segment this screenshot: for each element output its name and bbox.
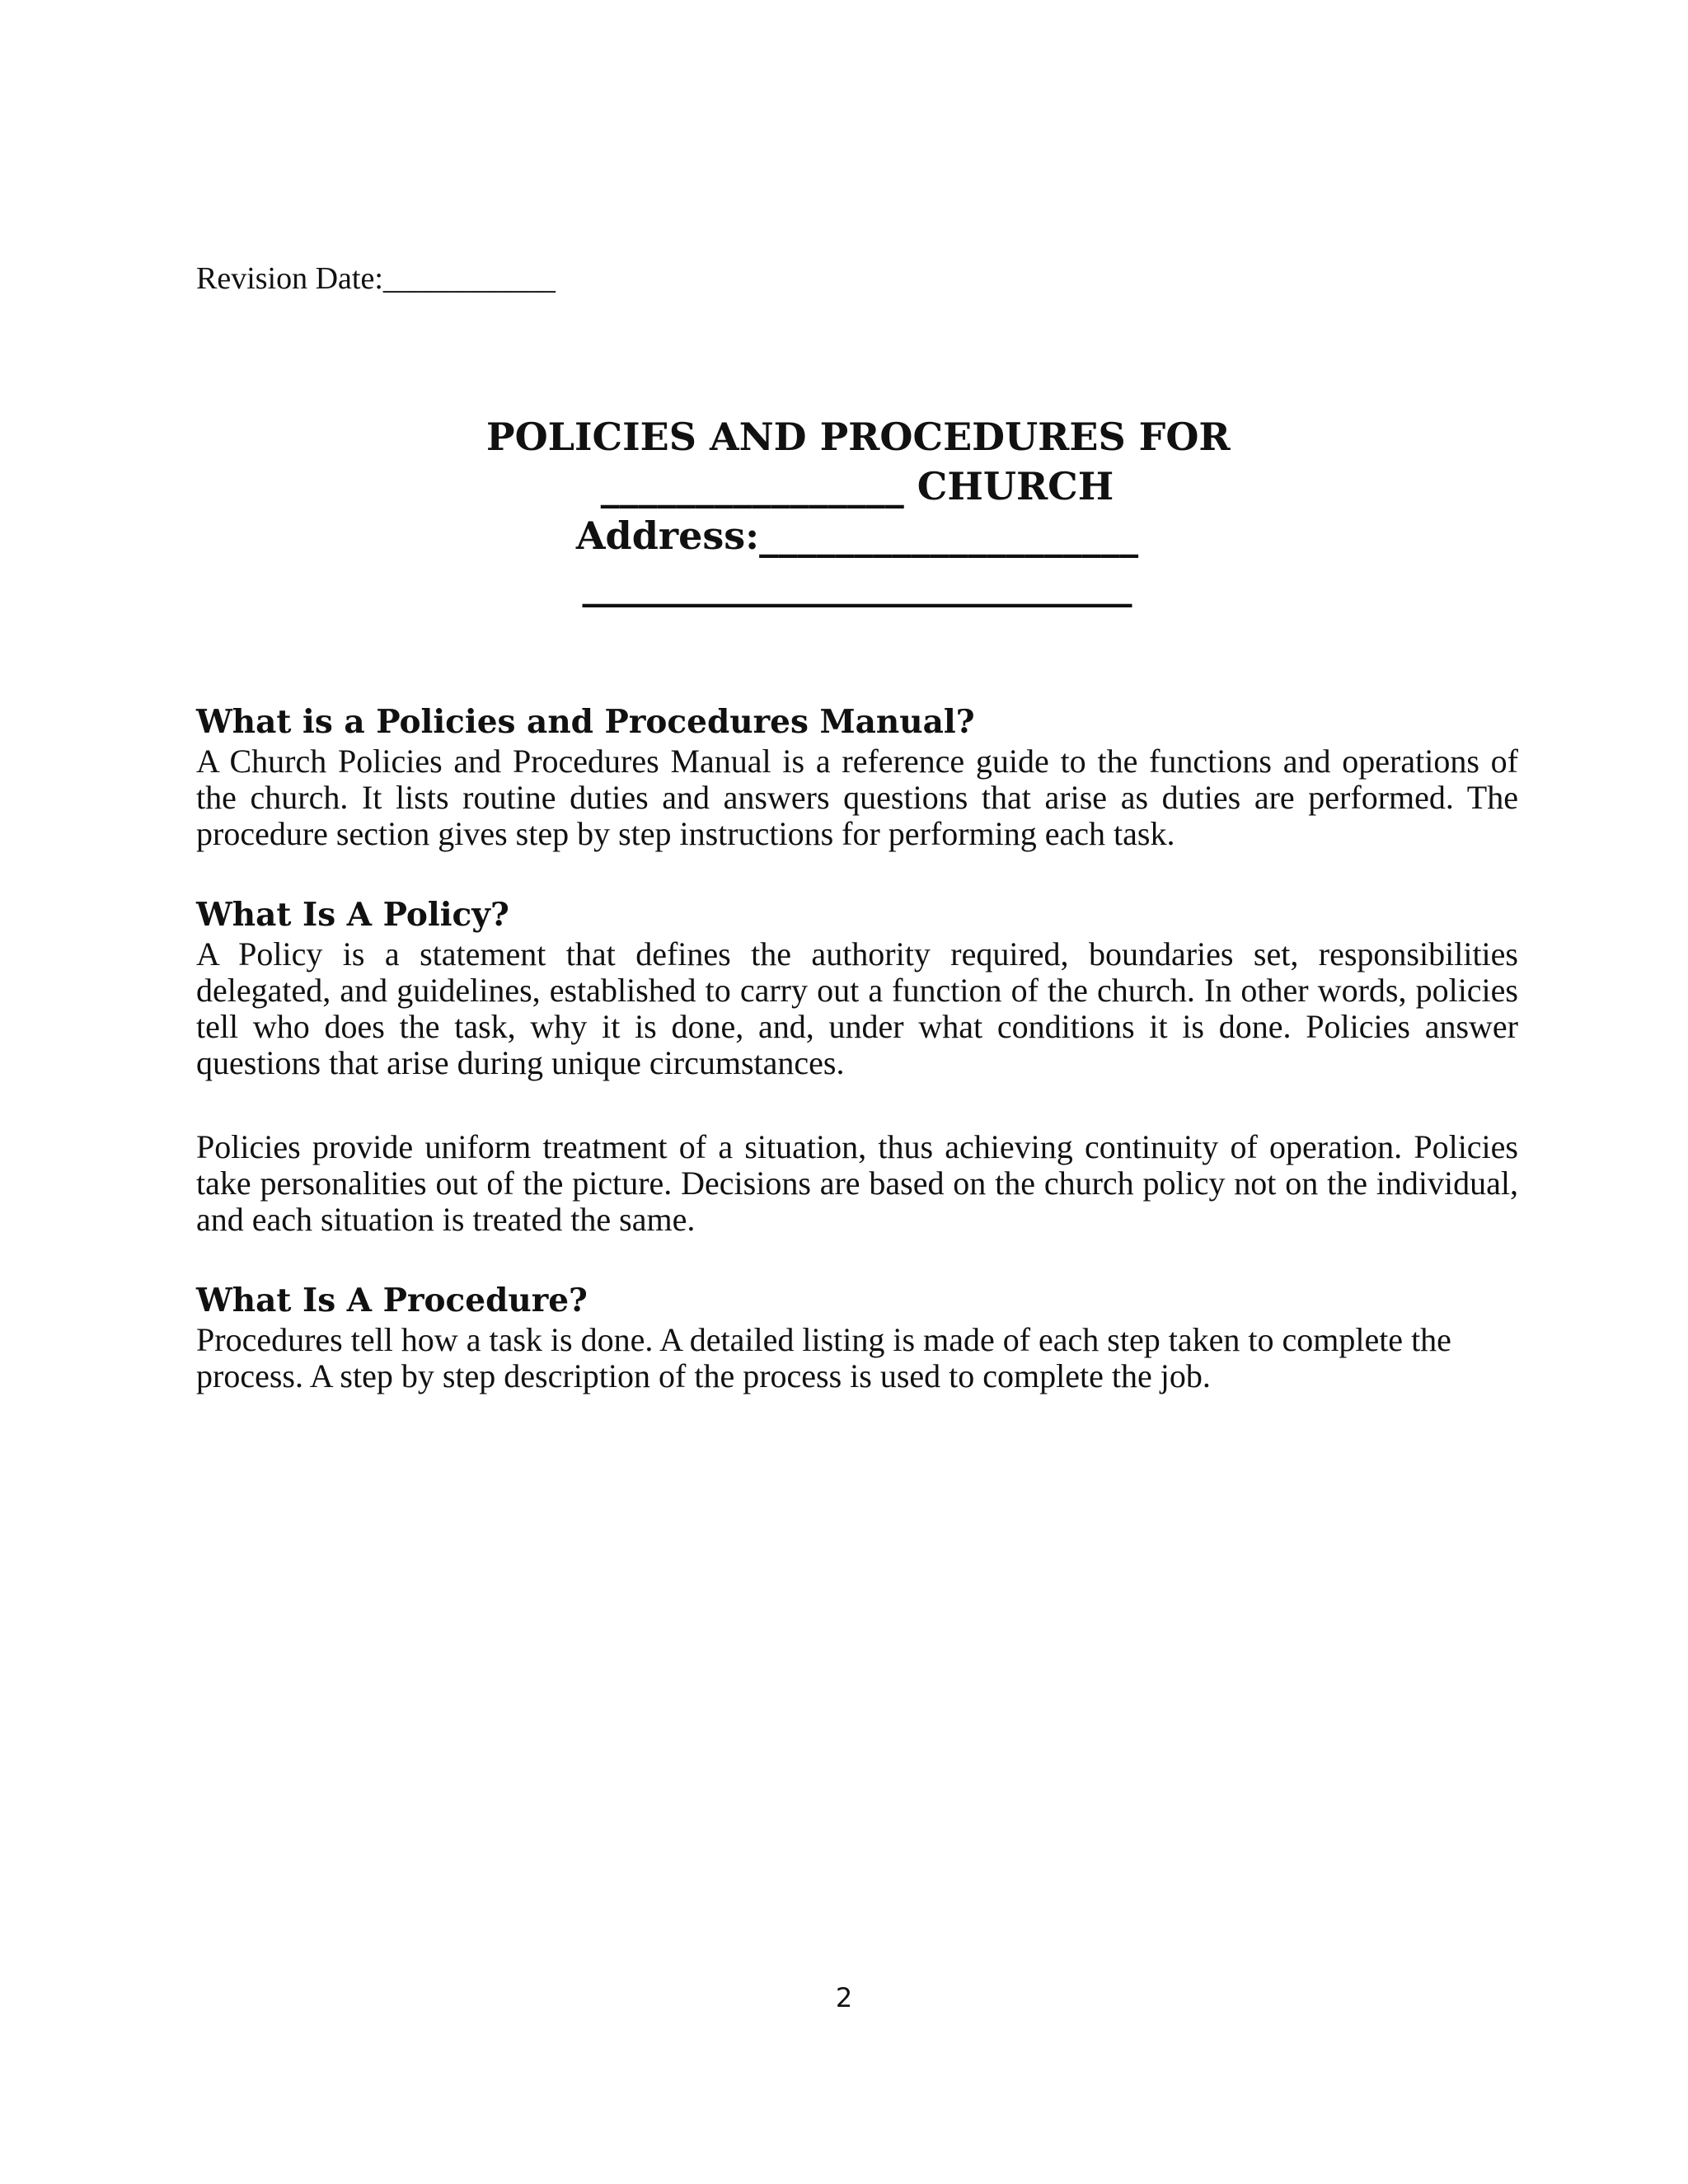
section-procedure [196, 1279, 1518, 1394]
church-name-line: ________________ CHURCH [600, 464, 1114, 509]
section-manual [196, 701, 1518, 852]
address-line: Address:____________________ [575, 513, 1139, 558]
section-paragraph: A Policy is a statement that defines the authority required, boundaries set, responsibilities delegated, and guidelines, established to carry out a function of the church. In other words, policies tell who does the task, why it is done, and, under what conditions it is done. Policies answer questions that arise during unique circumstances. [196, 935, 1518, 1081]
page-number: 2 [835, 1982, 853, 2013]
section-paragraph: Policies provide uniform treatment of a situation, thus achieving continuity of operation. Policies take personalities out of the picture. Decisions are based on the church policy not on the individual, and each situation is treated the same. [196, 1128, 1518, 1238]
section-paragraph: A Church Policies and Procedures Manual is a reference guide to the functions and operations of the church. It lists routine duties and answers questions that arise as duties are performed. The procedure section gives step by step instructions for performing each task. [196, 743, 1518, 852]
section-policy [196, 893, 1518, 1238]
title-line-1: POLICIES AND PROCEDURES FOR [486, 415, 1231, 459]
section-heading: What Is A Policy? [196, 896, 509, 934]
address-blank-line: _____________________________ [582, 563, 1132, 607]
document-body [196, 701, 1518, 1394]
document-title-block [486, 412, 1231, 610]
section-paragraph: Procedures tell how a task is done. A detailed listing is made of each step taken to complete the process. A step by step description of the process is used to complete the job. [196, 1321, 1451, 1394]
section-heading: What Is A Procedure? [196, 1282, 588, 1319]
section-heading: What is a Policies and Procedures Manual? [196, 703, 975, 741]
revision-date-field: Revision Date:___________ [196, 261, 556, 296]
